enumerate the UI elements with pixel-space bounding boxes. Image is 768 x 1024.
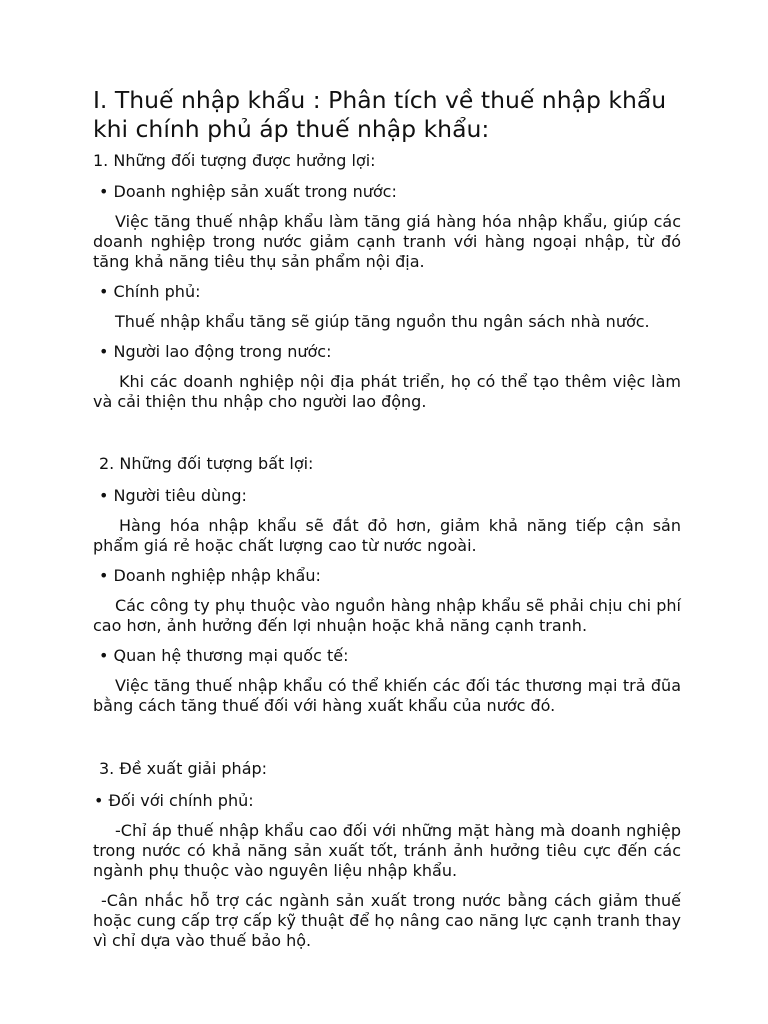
section-1-bullet-2: • Chính phủ: [99, 282, 201, 301]
spacer [93, 726, 681, 759]
section-2-bullet-2: • Doanh nghiệp nhập khẩu: [99, 566, 321, 585]
document-title: I. Thuế nhập khẩu : Phân tích về thuế nhập khẩu khi chính phủ áp thuế nhập khẩu: [93, 86, 667, 143]
section-3-point-1: -Chỉ áp thuế nhập khẩu cao đối với những mặt hàng mà doanh nghiệp trong nước có khả năng sản xuất tốt, tránh ảnh hưởng tiêu cực đến các ngành phụ thuộc vào nguyên liệu nhập khẩu. [93, 821, 681, 880]
section-1-bullet-3: • Người lao động trong nước: [99, 342, 332, 361]
section-2-paragraph-3: Việc tăng thuế nhập khẩu có thể khiến các đối tác thương mại trả đũa bằng cách tăng thuế đối với hàng xuất khẩu của nước đó. [93, 676, 681, 715]
section-2-bullet-1: • Người tiêu dùng: [99, 486, 247, 505]
spacer [93, 422, 681, 454]
section-1-bullet-1: • Doanh nghiệp sản xuất trong nước: [99, 182, 397, 201]
section-3-heading: 3. Đề xuất giải pháp: [99, 759, 268, 778]
section-3-point-2: -Cân nhắc hỗ trợ các ngành sản xuất trong nước bằng cách giảm thuế hoặc cung cấp trợ cấp kỹ thuật để họ nâng cao năng lực cạnh tranh thay vì chỉ dựa vào thuế bảo hộ. [93, 891, 681, 950]
section-2-paragraph-1: Hàng hóa nhập khẩu sẽ đắt đỏ hơn, giảm khả năng tiếp cận sản phẩm giá rẻ hoặc chất lượng cao từ nước ngoài. [93, 516, 681, 555]
section-1-heading: 1. Những đối tượng được hưởng lợi: [93, 151, 376, 170]
section-1-paragraph-1: Việc tăng thuế nhập khẩu làm tăng giá hàng hóa nhập khẩu, giúp các doanh nghiệp trong nước giảm cạnh tranh với hàng ngoại nhập, từ đó tăng khả năng tiêu thụ sản phẩm nội địa. [93, 212, 681, 271]
section-3-bullet: • Đối với chính phủ: [94, 791, 254, 810]
section-2-paragraph-2: Các công ty phụ thuộc vào nguồn hàng nhập khẩu sẽ phải chịu chi phí cao hơn, ảnh hưởng đến lợi nhuận hoặc khả năng cạnh tranh. [93, 596, 681, 635]
section-1-paragraph-2: Thuế nhập khẩu tăng sẽ giúp tăng nguồn thu ngân sách nhà nước. [115, 312, 650, 331]
document-page [93, 86, 681, 961]
section-2-heading: 2. Những đối tượng bất lợi: [99, 454, 314, 473]
section-1-paragraph-3: Khi các doanh nghiệp nội địa phát triển, họ có thể tạo thêm việc làm và cải thiện thu nhập cho người lao động. [93, 372, 681, 411]
section-2-bullet-3: • Quan hệ thương mại quốc tế: [99, 646, 349, 665]
